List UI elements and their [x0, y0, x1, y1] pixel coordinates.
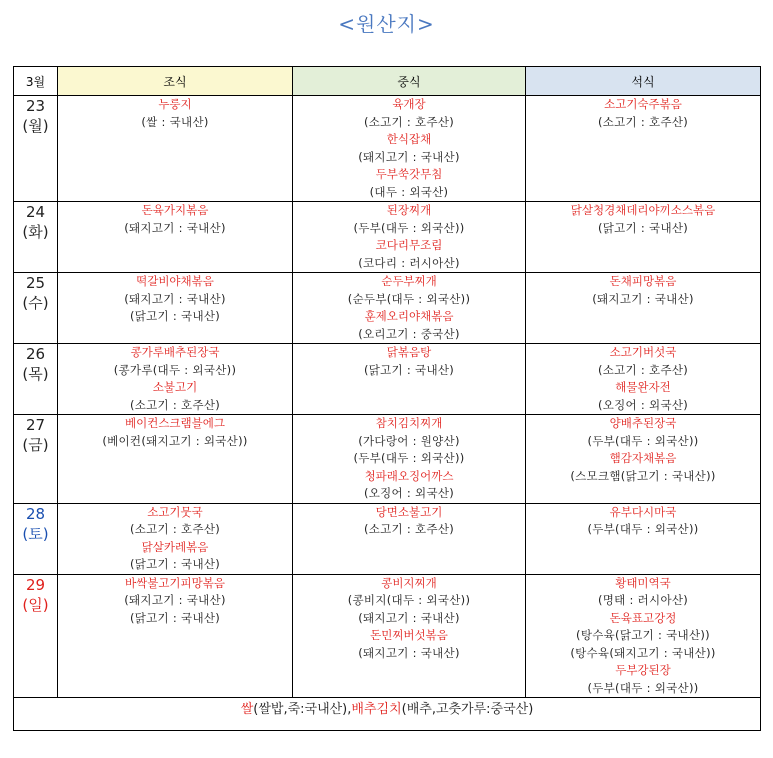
dish-name: 소고기버섯국	[609, 345, 677, 359]
dish-name: 당면소불고기	[375, 504, 443, 519]
origin-text: (돼지고기 : 국내산)	[358, 149, 460, 164]
dish-name: 돈민찌버섯볶음	[370, 628, 448, 642]
day-number: 27	[25, 416, 46, 434]
origin-text: (닭고기 : 국내산)	[129, 557, 221, 571]
day-row	[14, 574, 761, 698]
footer-note	[14, 698, 761, 731]
dish-name: 한식잡채	[386, 132, 432, 146]
origin-text: (두부(대두 : 외국산))	[587, 433, 699, 448]
day-label	[14, 415, 58, 504]
origin-text: (가다랑어 : 원양산)	[358, 433, 460, 448]
day-label	[14, 96, 58, 202]
origin-text: (베이컨(돼지고기 : 외국산))	[102, 433, 248, 448]
day-number: 28	[25, 504, 46, 523]
day-number: 26	[25, 345, 46, 363]
dish-name: 햄감자채볶음	[609, 451, 677, 465]
breakfast-cell	[58, 273, 293, 344]
origin-text: (스모크햄(닭고기 : 국내산))	[570, 468, 716, 483]
origin-text: (소고기 : 호주산)	[129, 522, 221, 536]
dinner-cell	[526, 202, 761, 273]
lunch-cell	[293, 344, 526, 415]
header-breakfast: 조식	[58, 67, 293, 96]
day-of-week: (목)	[22, 365, 49, 383]
dish-name: 닭볶음탕	[386, 345, 432, 359]
dish-name: 콩비지찌개	[381, 575, 437, 590]
dinner-cell	[526, 273, 761, 344]
origin-text: (명태 : 러시아산)	[597, 593, 689, 607]
footer-rice-origin: (쌀밥,죽:국내산),	[253, 702, 352, 717]
origin-text: (돼지고기 : 국내산)	[124, 291, 226, 306]
origin-text: (콩가루(대두 : 외국산))	[113, 362, 237, 377]
origin-text: (쌀 : 국내산)	[141, 114, 209, 129]
day-label	[14, 202, 58, 273]
dish-name: 돈육표고강정	[609, 610, 677, 625]
dish-name: 돈채피망볶음	[609, 274, 677, 288]
day-number: 29	[25, 575, 46, 594]
day-row	[14, 96, 761, 202]
day-number: 23	[25, 97, 46, 115]
origin-text: (콩비지(대두 : 외국산))	[347, 593, 471, 607]
dish-name: 청파래오징어까스	[364, 468, 454, 483]
day-row	[14, 202, 761, 273]
origin-text: (두부(대두 : 외국산))	[587, 522, 699, 536]
header-dinner: 석식	[526, 67, 761, 96]
origin-text: (두부(대두 : 외국산))	[587, 680, 699, 695]
footer-kimchi: 배추김치	[351, 702, 402, 717]
day-of-week: (월)	[22, 117, 49, 135]
origin-text: (닭고기 : 국내산)	[129, 309, 221, 323]
dish-name: 두부쑥갓무침	[375, 167, 443, 181]
origin-text: (돼지고기 : 국내산)	[358, 610, 460, 625]
day-of-week: (토)	[22, 524, 49, 543]
day-label	[14, 503, 58, 574]
breakfast-cell	[58, 202, 293, 273]
day-row	[14, 415, 761, 504]
dish-name: 순두부찌개	[381, 274, 437, 288]
dish-name: 양배추된장국	[609, 416, 677, 430]
breakfast-cell	[58, 574, 293, 698]
day-of-week: (수)	[22, 294, 49, 312]
origin-text: (돼지고기 : 국내산)	[124, 220, 226, 235]
origin-text: (오리고기 : 중국산)	[358, 326, 460, 341]
dinner-cell	[526, 503, 761, 574]
day-label	[14, 344, 58, 415]
origin-text: (오징어 : 외국산)	[597, 397, 689, 412]
dish-name: 떡갈비야채볶음	[136, 274, 214, 288]
dish-name: 소고기숙주볶음	[604, 97, 682, 111]
footer-row	[14, 698, 761, 731]
breakfast-cell	[58, 344, 293, 415]
origin-text: (소고기 : 호주산)	[129, 397, 221, 412]
breakfast-cell	[58, 415, 293, 504]
dinner-cell	[526, 96, 761, 202]
day-label	[14, 273, 58, 344]
lunch-cell	[293, 96, 526, 202]
dinner-cell	[526, 574, 761, 698]
origin-text: (소고기 : 호주산)	[363, 114, 455, 129]
origin-table	[13, 66, 761, 731]
origin-text: (닭고기 : 국내산)	[363, 362, 455, 377]
day-number: 25	[25, 274, 46, 292]
dish-name: 닭살청경채데리야끼소스볶음	[570, 203, 716, 217]
dish-name: 황태미역국	[615, 575, 671, 590]
origin-text: (소고기 : 호주산)	[363, 522, 455, 536]
origin-text: (돼지고기 : 국내산)	[592, 291, 694, 306]
day-of-week: (일)	[22, 595, 49, 614]
dish-name: 참치김치찌개	[375, 416, 443, 430]
origin-text: (대두 : 외국산)	[369, 184, 449, 199]
origin-text: (오징어 : 외국산)	[363, 486, 455, 500]
dish-name: 콩가루배추된장국	[130, 345, 220, 359]
dish-name: 두부강된장	[615, 663, 671, 677]
dish-name: 베이컨스크램블에그	[125, 416, 225, 430]
day-label	[14, 574, 58, 698]
dish-name: 누룽지	[158, 97, 192, 111]
lunch-cell	[293, 273, 526, 344]
dish-name: 바싹불고기피망볶음	[125, 575, 225, 590]
dish-name: 소고기뭇국	[147, 504, 203, 519]
origin-text: (탕수육(돼지고기 : 국내산))	[570, 645, 716, 660]
dish-name: 육개장	[392, 97, 426, 111]
origin-text: (닭고기 : 국내산)	[129, 610, 221, 625]
dish-name: 해물완자전	[615, 380, 671, 394]
page-title: <원산지>	[338, 12, 435, 36]
day-row	[14, 344, 761, 415]
dish-name: 닭살카레볶음	[141, 539, 209, 554]
dish-name: 코다리무조림	[375, 238, 443, 252]
lunch-cell	[293, 415, 526, 504]
lunch-cell	[293, 202, 526, 273]
dinner-cell	[526, 344, 761, 415]
footer-kimchi-origin: (배추,고춧가루:중국산)	[401, 702, 534, 717]
header-month: 3월	[14, 67, 58, 96]
origin-text: (소고기 : 호주산)	[597, 362, 689, 377]
header-lunch: 중식	[293, 67, 526, 96]
dinner-cell	[526, 415, 761, 504]
menu-body	[14, 96, 761, 698]
origin-text: (탕수육(닭고기 : 국내산))	[576, 628, 710, 642]
lunch-cell	[293, 574, 526, 698]
origin-text: (두부(대두 : 외국산))	[353, 451, 465, 465]
day-row	[14, 503, 761, 574]
lunch-cell	[293, 503, 526, 574]
footer-rice: 쌀	[240, 702, 254, 717]
day-number: 24	[25, 203, 46, 221]
dish-name: 돈육가지볶음	[141, 203, 209, 217]
breakfast-cell	[58, 96, 293, 202]
dish-name: 소불고기	[152, 380, 198, 394]
day-row	[14, 273, 761, 344]
origin-text: (소고기 : 호주산)	[597, 114, 689, 129]
origin-text: (돼지고기 : 국내산)	[124, 593, 226, 607]
origin-text: (순두부(대두 : 외국산))	[347, 291, 471, 306]
dish-name: 훈제오리야채볶음	[364, 309, 454, 323]
day-of-week: (금)	[22, 436, 49, 454]
dish-name: 유부다시마국	[609, 504, 677, 519]
header-row	[14, 67, 761, 96]
origin-text: (두부(대두 : 외국산))	[353, 220, 465, 235]
dish-name: 된장찌개	[386, 203, 432, 217]
breakfast-cell	[58, 503, 293, 574]
origin-text: (닭고기 : 국내산)	[597, 220, 689, 235]
day-of-week: (화)	[22, 223, 49, 241]
origin-text: (돼지고기 : 국내산)	[358, 645, 460, 660]
origin-text: (코다리 : 러시아산)	[358, 255, 460, 270]
